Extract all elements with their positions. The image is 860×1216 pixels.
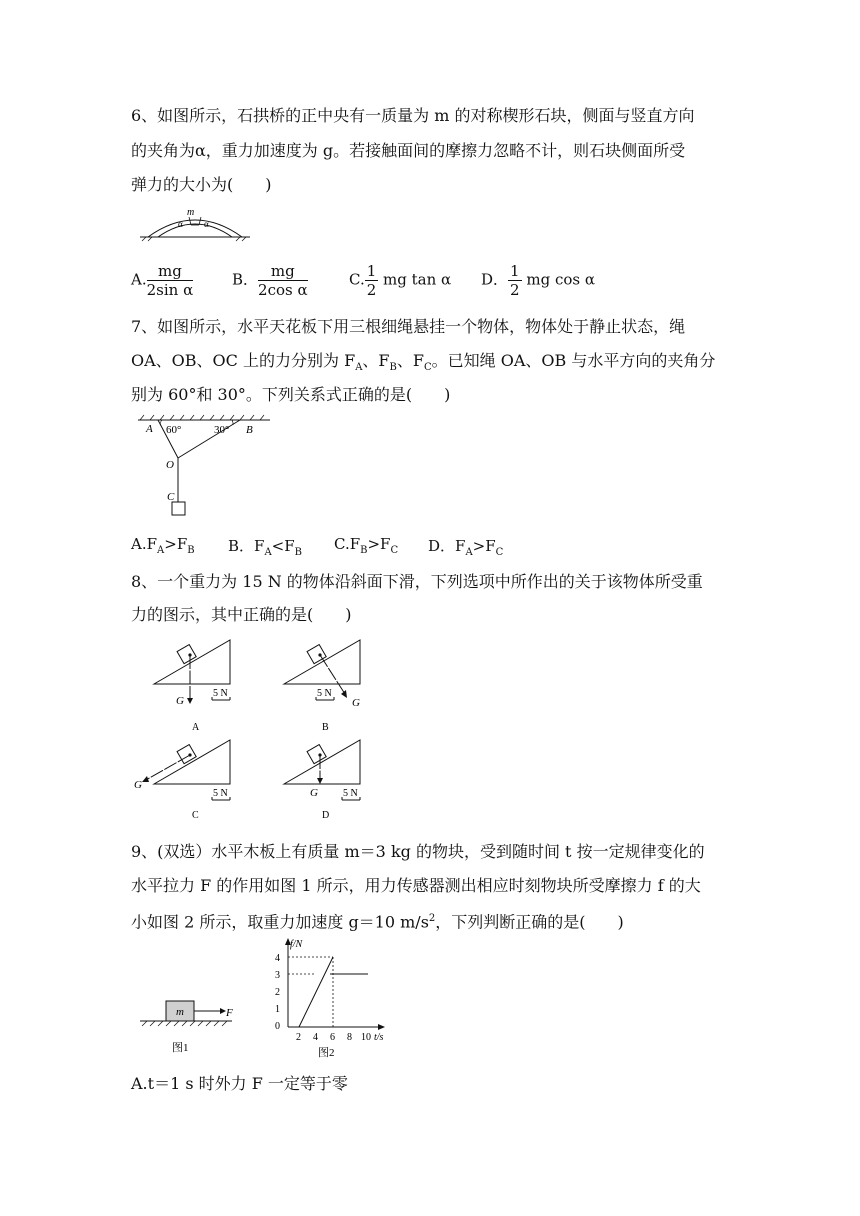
q6-fig-m: m	[187, 207, 195, 218]
q9-figure-1	[138, 995, 243, 1057]
q8-c-label: C	[192, 810, 199, 821]
q9-fig2-ytick-1: 1	[275, 1004, 280, 1015]
q7-fig-point-b: B	[246, 424, 253, 436]
q8-line-1: 8、一个重力为 15 N 的物体沿斜面下滑，下列选项中所作出的关于该物体所受重	[131, 572, 703, 591]
q8-c-g: G	[134, 779, 142, 791]
q7-rope-figure	[136, 412, 276, 522]
q9-option-a: A.t＝1 s 时外力 F 一定等于零	[131, 1074, 348, 1093]
q7-fig-point-a: A	[146, 423, 153, 435]
q9-fig1-f: F	[226, 1007, 233, 1019]
q9-line-2: 水平拉力 F 的作用如图 1 所示，用力传感器测出相应时刻物块所受摩擦力 f 的大	[131, 876, 701, 895]
q9-line-1: 9、(双选）水平木板上有质量 m＝3 kg 的物块，受到随时间 t 按一定规律变化的	[131, 842, 705, 861]
q7-line-1: 7、如图所示，水平天花板下用三根细绳悬挂一个物体，物体处于静止状态，绳	[131, 317, 686, 336]
q9-fig2-xlabel: t/s	[374, 1032, 384, 1043]
q8-d-label: D	[322, 810, 330, 821]
q7-fig-angle-60: 60°	[166, 424, 182, 436]
q9-fig2-xtick-8: 8	[347, 1032, 352, 1043]
q7-line-2: OA、OB、OC 上的力分别为 $F_A$、$F_B$、$F_C$。已知绳 OA、OB 与水平方向的夹角分	[131, 351, 716, 374]
q6-line-3: 弹力的大小为( )	[131, 175, 272, 194]
q8-b-label: B	[322, 722, 329, 733]
q6-line-1: 6、如图所示，石拱桥的正中央有一质量为 m 的对称楔形石块，侧面与竖直方向	[131, 106, 695, 125]
q7-option-d: D．$F_A>F_C$	[428, 537, 504, 558]
q9-fig2-ytick-2: 2	[275, 987, 280, 998]
q9-fig2-caption: 图2	[318, 1047, 335, 1059]
q9-fig1-caption: 图1	[172, 1042, 189, 1054]
q9-fig2-ytick-4: 4	[275, 953, 280, 964]
q6-option-a: A. $\frac{mg}{\text{2sin α}}$	[131, 262, 194, 299]
q9-fig2-xtick-4: 4	[313, 1032, 318, 1043]
q6-option-d: D． $\frac{1}{2}$ mg cos α	[481, 262, 595, 299]
q9-fig2-ytick-3: 3	[275, 970, 280, 981]
q8-d-g: G	[310, 787, 318, 799]
q8-b-g: G	[352, 697, 360, 709]
q8-a-g: G	[176, 695, 184, 707]
q9-fig2-xtick-6: 6	[330, 1032, 335, 1043]
q8-a-scale: 5 N	[213, 688, 228, 699]
q9-fig2-xtick-10: 10	[361, 1032, 371, 1043]
q8-b-scale: 5 N	[317, 688, 332, 699]
q9-fig2-xtick-2: 2	[296, 1032, 301, 1043]
q9-fig2-ytick-0: 0	[275, 1021, 280, 1032]
q8-figure-b	[280, 636, 370, 736]
q8-d-scale: 5 N	[343, 788, 358, 799]
q9-fig1-m: m	[176, 1006, 184, 1018]
q6-fig-alpha-right: α	[204, 219, 209, 229]
q7-fig-point-o: O	[166, 459, 174, 471]
q6-line-2: 的夹角为α，重力加速度为 g。若接触面间的摩擦力忽略不计，则石块侧面所受	[131, 141, 686, 160]
q9-fig2-ylabel: f/N	[290, 939, 303, 950]
q8-figure-a	[150, 636, 240, 736]
q7-option-a: $A.F_A>F_B$	[131, 535, 195, 556]
q6-option-b: B． $\frac{mg}{\text{2cos α}}$	[232, 262, 308, 299]
q7-line-3: 别为 60°和 30°。下列关系式正确的是( )	[131, 385, 451, 404]
q8-figure-c	[130, 736, 240, 826]
q8-a-label: A	[192, 722, 200, 733]
q6-bridge-figure	[136, 205, 254, 245]
q7-fig-point-c: C	[167, 491, 175, 503]
q9-figure-2	[268, 935, 398, 1060]
q8-figure-d	[280, 736, 370, 826]
q6-option-c: C. $\frac{1}{2}$ mg tan α	[349, 262, 452, 299]
q8-line-2: 力的图示，其中正确的是( )	[131, 605, 352, 624]
q8-c-scale: 5 N	[213, 788, 228, 799]
q7-fig-angle-30: 30°	[214, 424, 230, 436]
q6-fig-alpha-left: α	[178, 219, 183, 229]
q7-option-b: B．$F_A<F_B$	[228, 537, 303, 558]
q9-line-3: 小如图 2 所示，取重力加速度 g＝10 $m/s^2$，下列判断正确的是( )	[131, 912, 624, 932]
q7-option-c: $C.F_B>F_C$	[334, 535, 399, 556]
